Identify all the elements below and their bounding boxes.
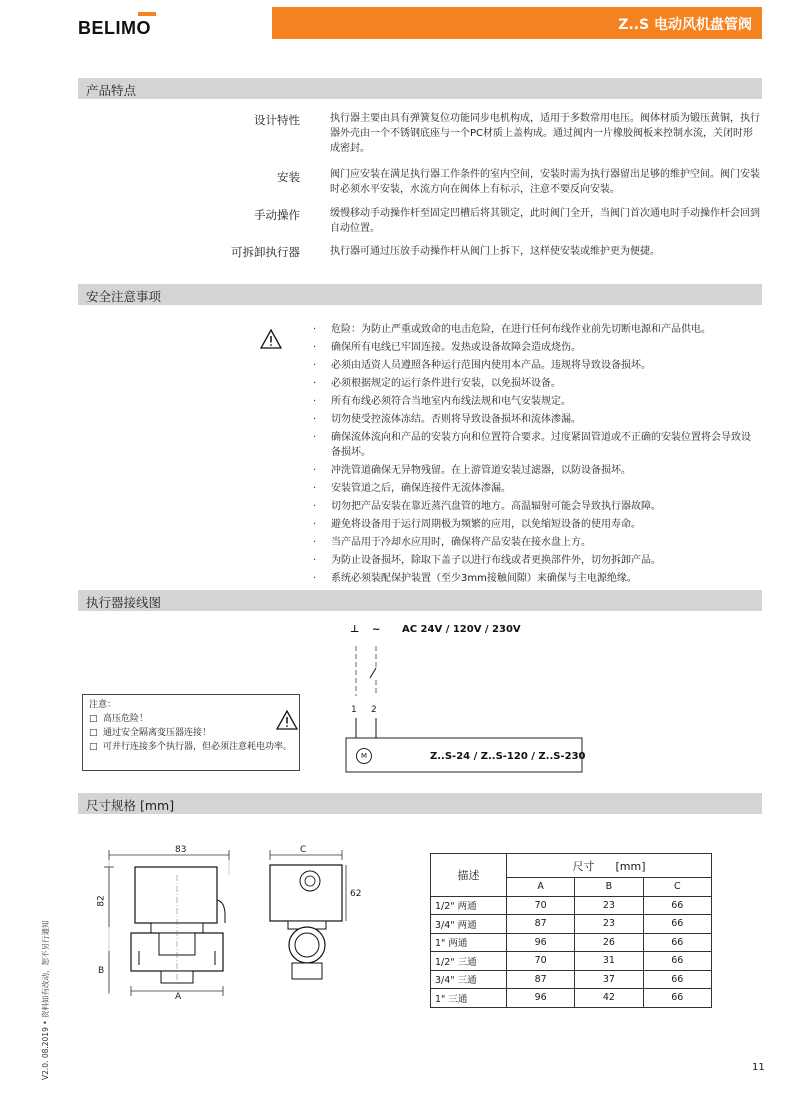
safety-list [313, 322, 753, 589]
safety-item: · 危险：为防止严重或致命的电击危险，在进行任何布线作业前先切断电源和产品供电。 [313, 322, 753, 337]
safety-item: · 所有布线必须符合当地室内布线法规和电气安装规定。 [313, 394, 753, 409]
size-label: 尺寸 [572, 859, 595, 873]
feature-label: 手动操作 [254, 208, 300, 222]
cell: 42 [575, 989, 643, 1008]
dimension-label: 83 [175, 845, 187, 855]
cell: 3/4" 三通 [431, 970, 507, 989]
safety-item: · 确保所有电线已牢固连接。发热或设备故障会造成烧伤。 [313, 340, 753, 355]
cell: 37 [575, 970, 643, 989]
safety-item: · 当产品用于冷却水应用时，确保将产品安装在接水盘上方。 [313, 535, 753, 550]
section-header-dimensions [78, 793, 762, 814]
table-row [431, 933, 712, 952]
safety-item: · 系统必须装配保护装置（至少3mm接触间隙）来确保与主电源绝缘。 [313, 571, 753, 586]
ac-symbol: ~ [372, 624, 381, 635]
motor-symbol: M [356, 748, 372, 764]
logo-accent [138, 12, 156, 16]
cell: 3/4" 两通 [431, 915, 507, 934]
cell: 87 [507, 915, 575, 934]
table-header-desc: 描述 [431, 854, 507, 897]
table-header-size [507, 854, 712, 878]
cell: 23 [575, 915, 643, 934]
cell: 66 [643, 933, 711, 952]
cell: 66 [643, 952, 711, 971]
valve-side-view-drawing [262, 845, 362, 995]
logo-text: BELIMO [78, 18, 151, 38]
dimension-label: B [98, 966, 105, 976]
safety-item: · 避免将设备用于运行周期极为频繁的应用，以免缩短设备的使用寿命。 [313, 517, 753, 532]
wiring-note-box [82, 694, 300, 771]
table-row [431, 970, 712, 989]
feature-text: 阀门应安装在满足执行器工作条件的室内空间，安装时需为执行器留出足够的维护空间。阀门安装时必须水平安装，水流方向在阀体上有标示，注意不要反向安装。 [330, 169, 760, 195]
dimension-label: C [300, 845, 307, 855]
section-header-wiring [78, 590, 762, 611]
bullet-icon: □ [89, 742, 98, 752]
cell: 70 [507, 952, 575, 971]
table-row [431, 896, 712, 915]
cell: 1" 三通 [431, 989, 507, 1008]
cell: 1/2" 两通 [431, 896, 507, 915]
col-header: B [575, 878, 643, 897]
cell: 66 [643, 989, 711, 1008]
table-row [431, 989, 712, 1008]
version-note: V2.0. 08.2019 • 资料如有改动，恕不另行通知 [41, 920, 50, 1080]
section-header-features [78, 78, 762, 99]
cell: 1/2" 三通 [431, 952, 507, 971]
cell: 31 [575, 952, 643, 971]
warning-icon [276, 710, 298, 730]
bullet-icon: □ [89, 728, 98, 738]
cell: 26 [575, 933, 643, 952]
cell: 87 [507, 970, 575, 989]
cell: 70 [507, 896, 575, 915]
section-title: 尺寸规格 [mm] [86, 798, 175, 813]
feature-label: 设计特性 [254, 113, 300, 127]
page-number: 11 [752, 1062, 765, 1073]
section-header-safety [78, 284, 762, 305]
cell: 96 [507, 933, 575, 952]
page-title: Z..S 电动风机盘管阀 [618, 17, 752, 33]
ground-symbol: ⊥ [350, 624, 360, 635]
model-label: Z..S-24 / Z..S-120 / Z..S-230 [430, 751, 586, 762]
cell: 23 [575, 896, 643, 915]
unit-label: [mm] [615, 859, 646, 873]
safety-item: · 必须根据规定的运行条件进行安装，以免损坏设备。 [313, 376, 753, 391]
safety-item: · 安装管道之后，确保连接件无流体渗漏。 [313, 481, 753, 496]
section-title: 安全注意事项 [86, 289, 162, 304]
safety-item: · 切勿使受控流体冻结。否则将导致设备损坏和流体渗漏。 [313, 412, 753, 427]
terminal-2: 2 [371, 705, 377, 715]
bullet-icon: □ [89, 714, 98, 724]
dimension-label: 82 [96, 895, 107, 907]
note-item: 高压危险！ [103, 714, 149, 724]
supply-voltage-label: AC 24V / 120V / 230V [402, 624, 521, 635]
cell: 96 [507, 989, 575, 1008]
safety-item: · 必须由适资人员遵照各种运行范围内使用本产品。违规将导致设备损坏。 [313, 358, 753, 373]
dimension-label: 62 [350, 889, 362, 899]
feature-text: 执行器主要由具有弹簧复位功能同步电机构成，适用于多数常用电压。阀体材质为锻压黄铜，执行器外壳由一个不锈钢底座与一个PC材质上盖构成。通过阀内一片橡胶阀板来控制水流，关闭时形成密封。 [330, 113, 760, 154]
table-row [431, 952, 712, 971]
feature-label: 安装 [277, 170, 300, 184]
cell: 1" 两通 [431, 933, 507, 952]
section-title: 执行器接线图 [86, 595, 162, 610]
dimension-label: A [175, 992, 182, 1002]
feature-text: 缓慢移动手动操作杆至固定凹槽后将其锁定，此时阀门全开，当阀门首次通电时手动操作杆会回到自动位置。 [330, 208, 760, 234]
cell: 66 [643, 896, 711, 915]
note-item: 通过安全隔离变压器连接！ [103, 728, 212, 738]
safety-item: · 确保流体流向和产品的安装方向和位置符合要求。过度紧固管道或不正确的安装位置将会导致设备损坏。 [313, 430, 753, 460]
terminal-1: 1 [351, 705, 357, 715]
note-title: 注意： [89, 700, 117, 710]
belimo-logo [78, 12, 158, 40]
cell: 66 [643, 915, 711, 934]
section-title: 产品特点 [86, 83, 137, 98]
safety-item: · 冲洗管道确保无异物残留。在上游管道安装过滤器，以防设备损坏。 [313, 463, 753, 478]
table-row [431, 915, 712, 934]
feature-text: 执行器可通过压放手动操作杆从阀门上拆下，这样使安装或维护更为便捷。 [330, 246, 660, 257]
safety-item: · 为防止设备损坏，除取下盖子以进行布线或者更换部件外，切勿拆卸产品。 [313, 553, 753, 568]
warning-icon [260, 329, 282, 349]
valve-front-view-drawing [95, 845, 255, 1010]
safety-item: · 切勿把产品安装在靠近蒸汽盘管的地方。高温辐射可能会导致执行器故障。 [313, 499, 753, 514]
dimension-table [430, 853, 712, 1008]
col-header: A [507, 878, 575, 897]
feature-label: 可拆卸执行器 [231, 245, 300, 259]
header-bar [272, 7, 762, 39]
col-header: C [643, 878, 711, 897]
cell: 66 [643, 970, 711, 989]
note-item: 可并行连接多个执行器，但必须注意耗电功率。 [103, 742, 293, 752]
